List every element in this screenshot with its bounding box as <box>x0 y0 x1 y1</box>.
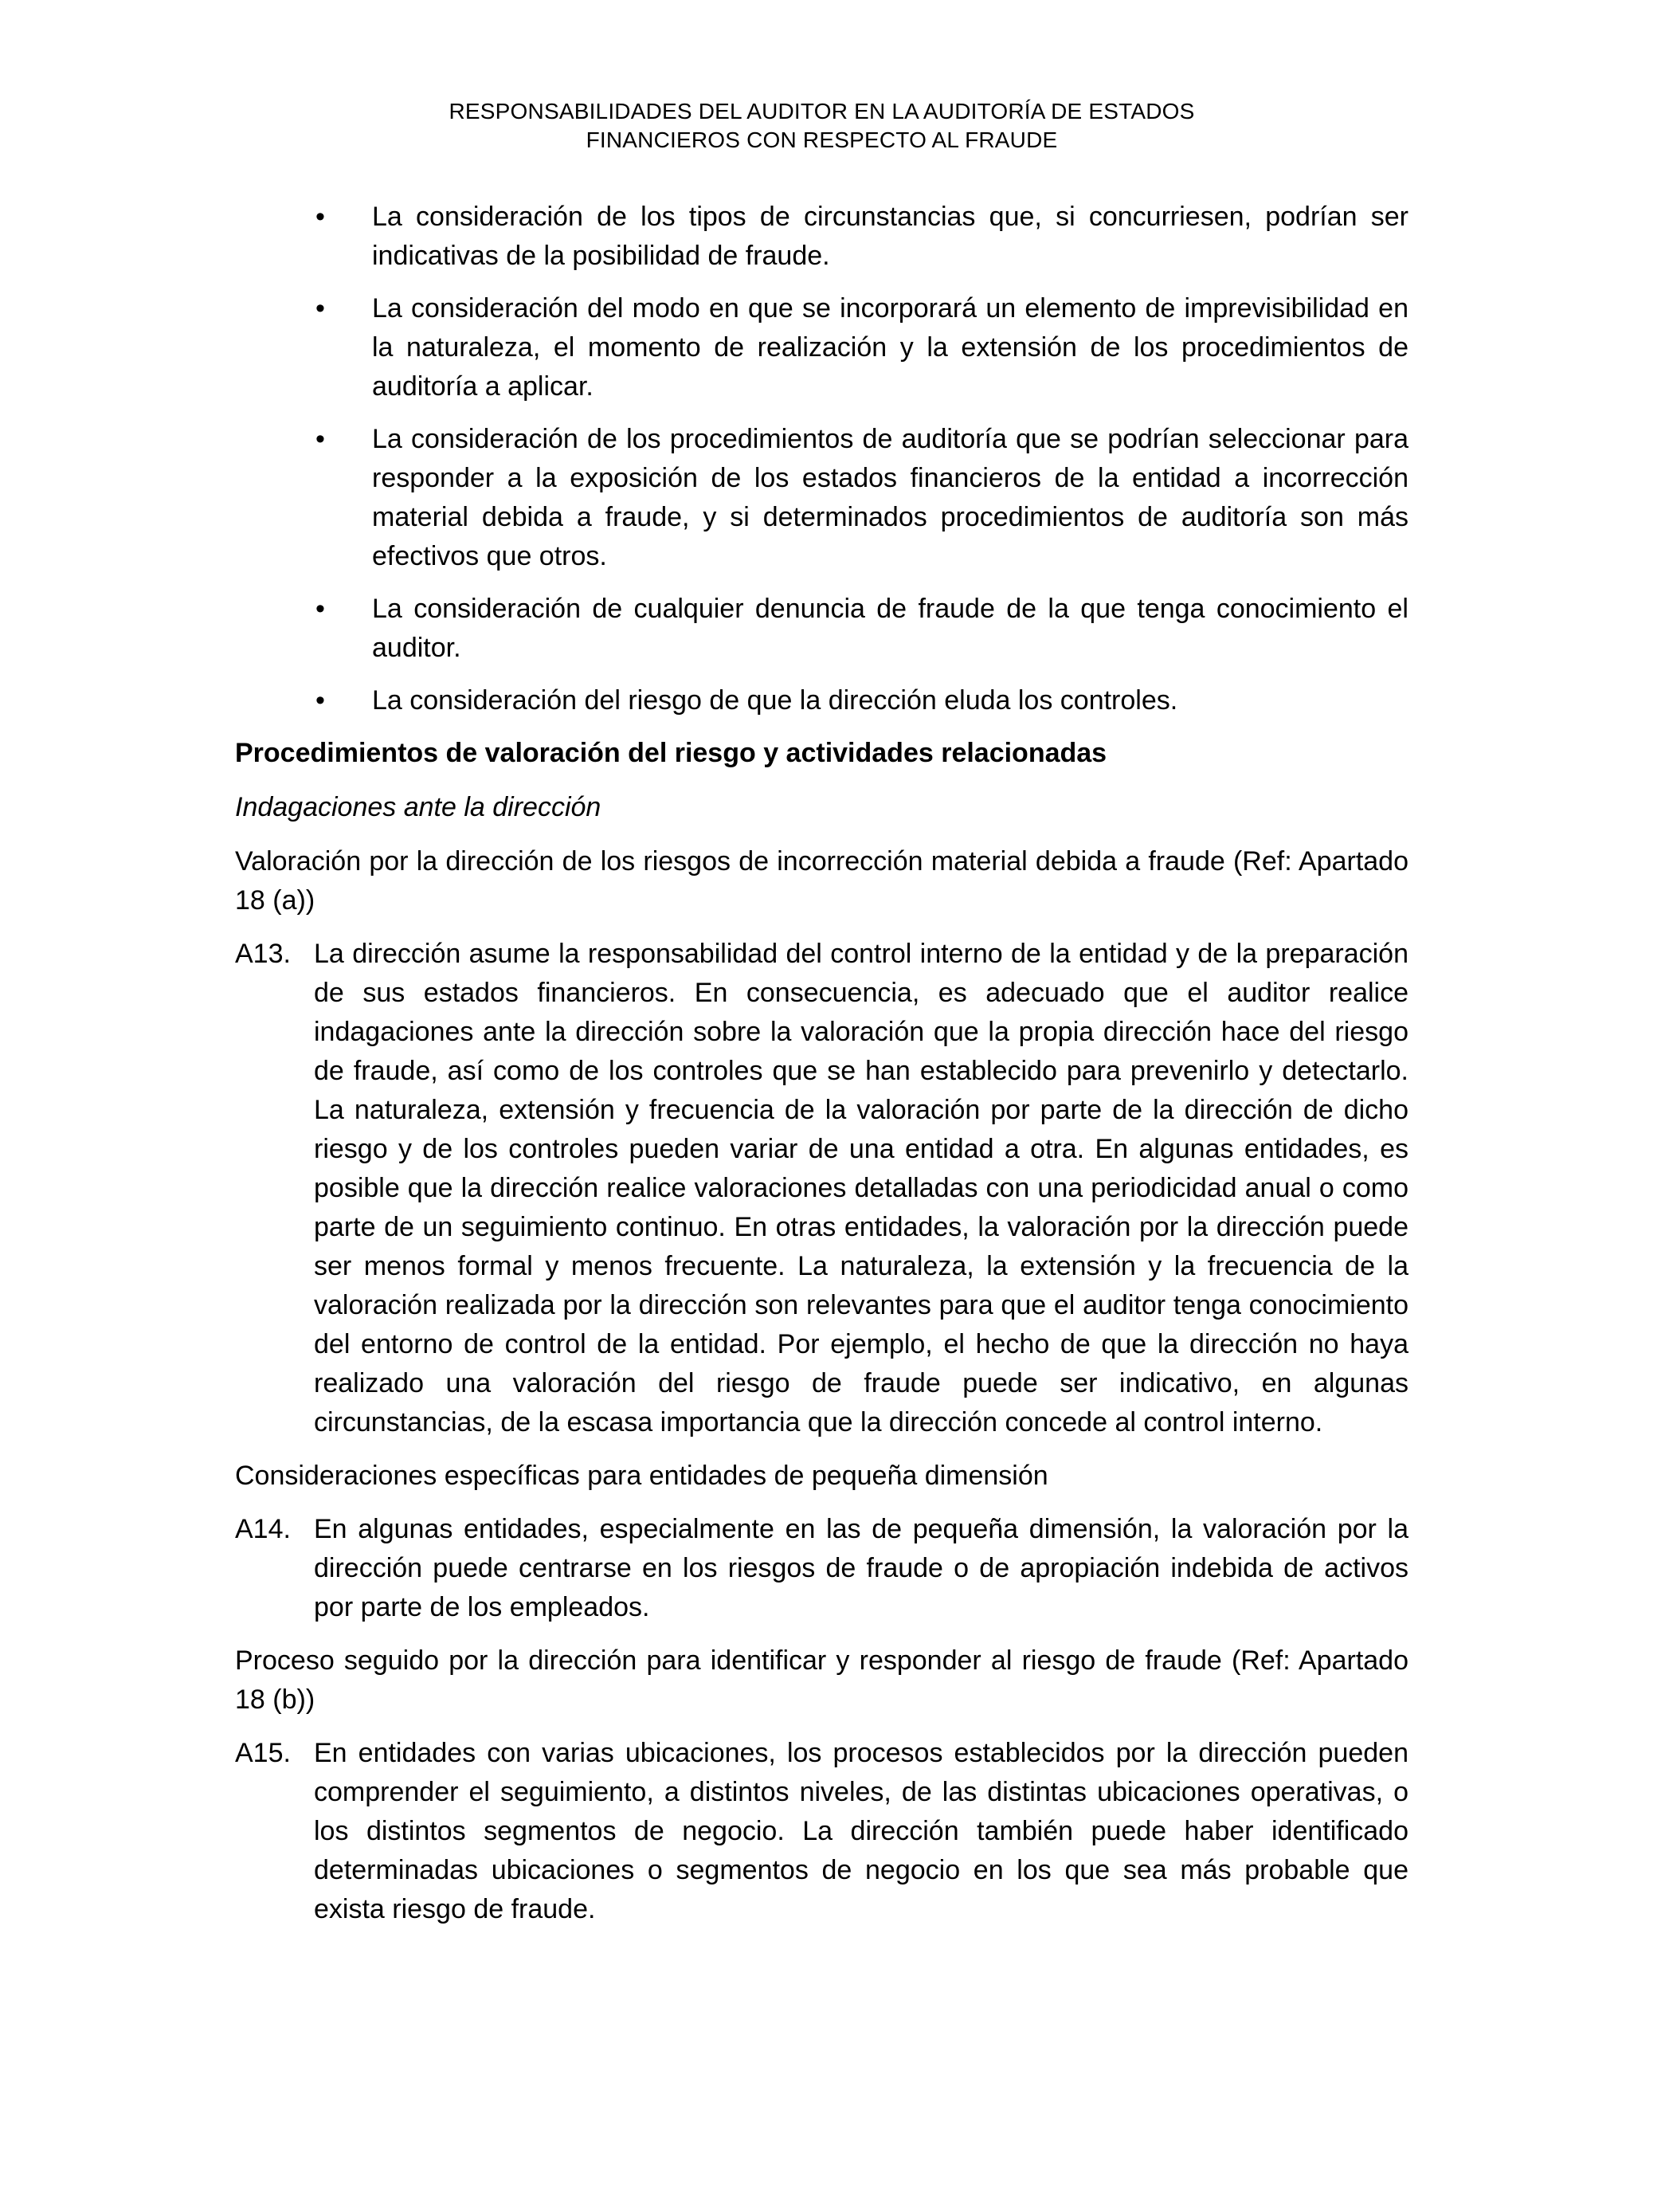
paragraph-number: A15. <box>235 1738 291 1768</box>
header-line-1: RESPONSABILIDADES DEL AUDITOR EN LA AUDITORÍA DE ESTADOS <box>449 99 1195 124</box>
numbered-paragraph-a15 <box>235 1734 1408 1929</box>
bullet-text: La consideración del modo en que se incorporará un elemento de imprevisibilidad en la naturaleza, el momento de realización y la extensión de los procedimientos de auditoría a aplicar. <box>372 293 1408 402</box>
paragraph-number: A13. <box>235 939 291 969</box>
bullet-text: La consideración de cualquier denuncia de fraude de la que tenga conocimiento el auditor. <box>372 594 1408 663</box>
header-line-2: FINANCIEROS CON RESPECTO AL FRAUDE <box>586 127 1058 152</box>
bullet-list <box>235 198 1408 720</box>
paragraph-proceso: Proceso seguido por la dirección para identificar y responder al riesgo de fraude (Ref: Apartado 18 (b)) <box>235 1645 1408 1715</box>
list-item <box>235 420 1408 576</box>
numbered-paragraph-a14 <box>235 1510 1408 1627</box>
paragraph-consideraciones: Consideraciones específicas para entidades de pequeña dimensión <box>235 1461 1048 1491</box>
paragraph-valoracion: Valoración por la dirección de los riesgos de incorrección material debida a fraude (Ref: Apartado 18 (a)) <box>235 846 1408 916</box>
paragraph-number: A14. <box>235 1514 291 1544</box>
bullet-icon: • <box>315 594 325 624</box>
paragraph-text: En entidades con varias ubicaciones, los procesos establecidos por la dirección pueden comprender el seguimiento, a distintos niveles, de las distintas ubicaciones operativas, o los distintos segmentos de negocio. La dirección también puede haber identificado determinadas ubicaciones o segmentos de negocio en los que sea más probable que exista riesgo de fraude. <box>314 1738 1408 1924</box>
bullet-icon: • <box>315 685 325 716</box>
numbered-paragraph-a13 <box>235 935 1408 1442</box>
paragraph-text: La dirección asume la responsabilidad del control interno de la entidad y de la preparación de sus estados financieros. En consecuencia, es adecuado que el auditor realice indagaciones ante la dirección sobre la valoración que la propia dirección hace del riesgo de fraude, así como de los controles que se han establecido para prevenirlo y detectarlo. La naturaleza, extensión y frecuencia de la valoración por parte de la dirección de dicho riesgo y de los controles pueden variar de una entidad a otra. En algunas entidades, es posible que la dirección realice valoraciones detalladas con una periodicidad anual o como parte de un seguimiento continuo. En otras entidades, la valoración por la dirección puede ser menos formal y menos frecuente. La naturaleza, la extensión y la frecuencia de la valoración realizada por la dirección son relevantes para que el auditor tenga conocimiento del entorno de control de la entidad. Por ejemplo, el hecho de que la dirección no haya realizado una valoración del riesgo de fraude puede ser indicativo, en algunas circunstancias, de la escasa importancia que la dirección concede al control interno. <box>314 939 1408 1437</box>
paragraph-text: En algunas entidades, especialmente en las de pequeña dimensión, la valoración por la dirección puede centrarse en los riesgos de fraude o de apropiación indebida de activos por parte de los empleados. <box>314 1514 1408 1622</box>
list-item <box>235 289 1408 406</box>
list-item <box>235 198 1408 276</box>
document-body <box>235 198 1408 1943</box>
bullet-icon: • <box>315 293 325 324</box>
list-item <box>235 681 1408 720</box>
bullet-icon: • <box>315 424 325 454</box>
page-header <box>235 97 1408 155</box>
bullet-icon: • <box>315 202 325 232</box>
list-item <box>235 590 1408 668</box>
section-heading: Procedimientos de valoración del riesgo y actividades relacionadas <box>235 738 1107 768</box>
subsection-heading: Indagaciones ante la dirección <box>235 792 601 822</box>
bullet-text: La consideración de los tipos de circunstancias que, si concurriesen, podrían ser indicativas de la posibilidad de fraude. <box>372 202 1408 271</box>
bullet-text: La consideración del riesgo de que la dirección eluda los controles. <box>372 685 1178 716</box>
bullet-text: La consideración de los procedimientos de auditoría que se podrían seleccionar para responder a la exposición de los estados financieros de la entidad a incorrección material debida a fraude, y si determinados procedimientos de auditoría son más efectivos que otros. <box>372 424 1408 571</box>
